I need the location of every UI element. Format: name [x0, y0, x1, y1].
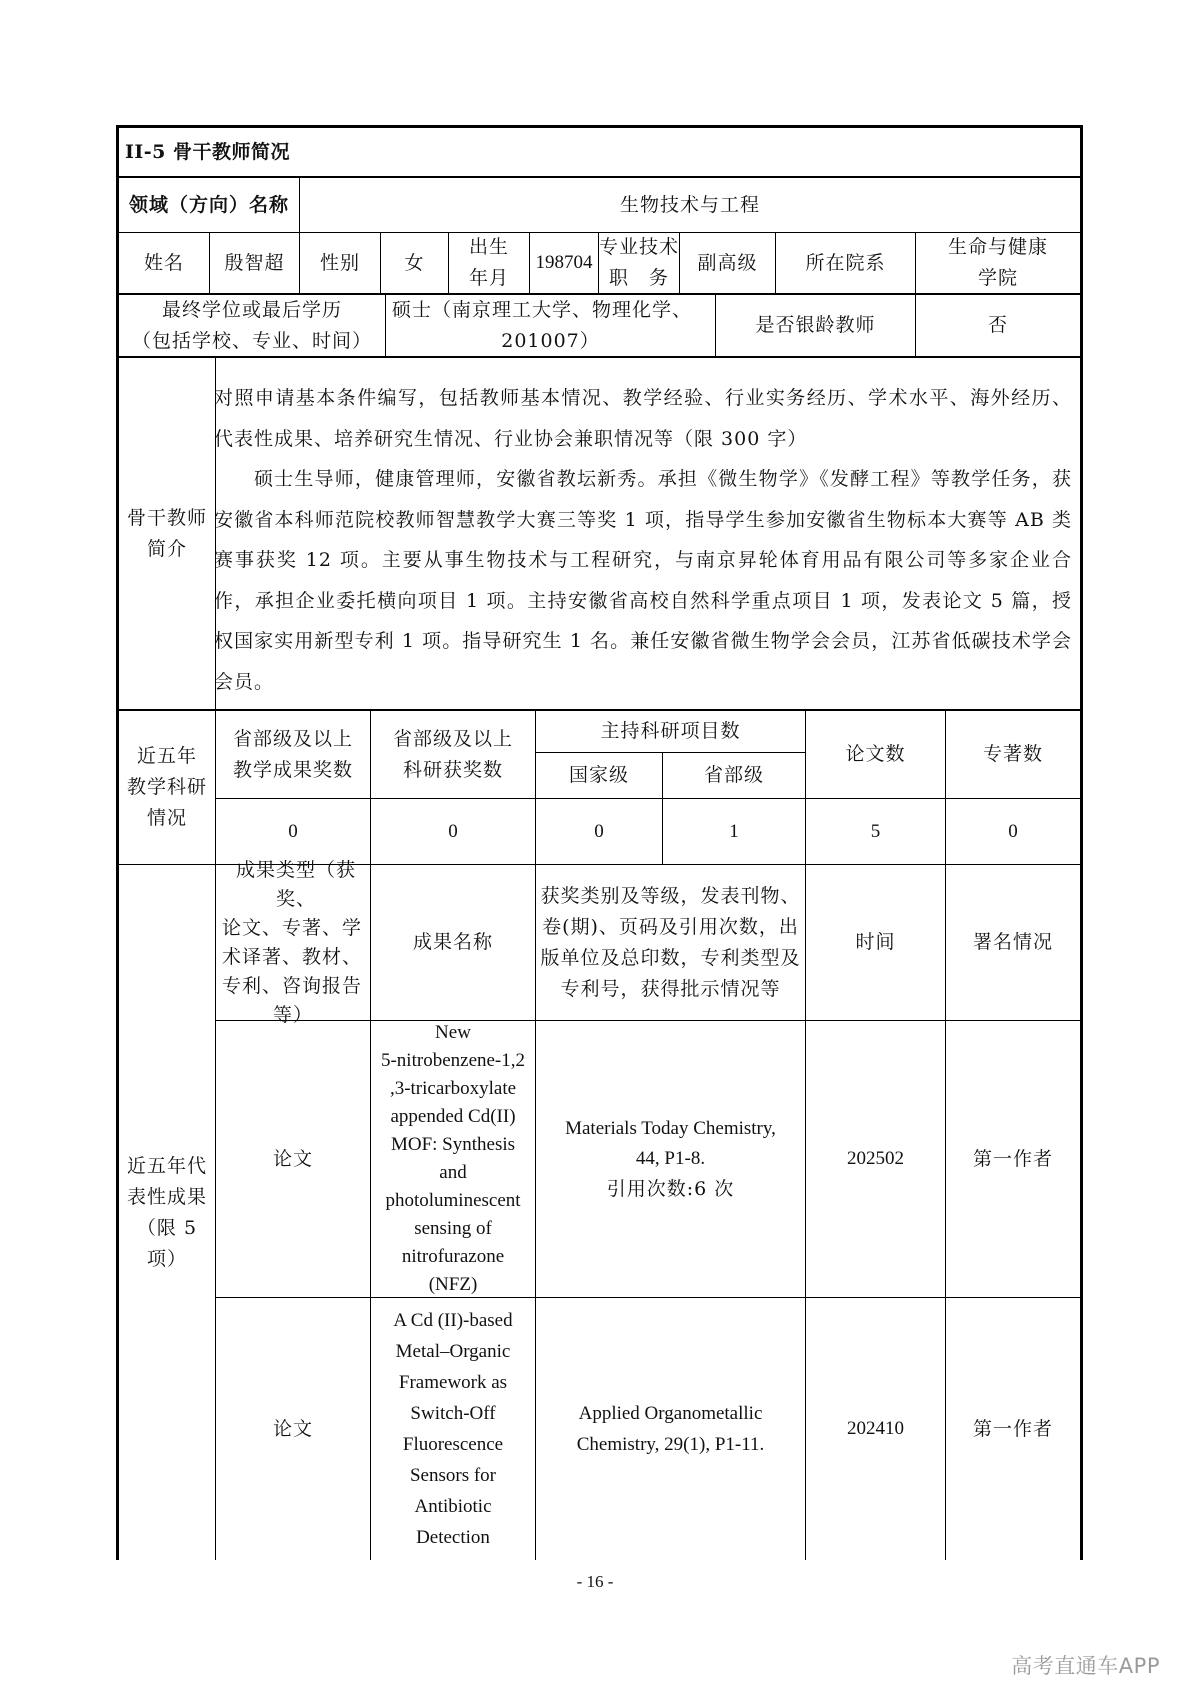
profile-instruction: 对照申请基本条件编写，包括教师基本情况、教学经验、行业实务经历、学术水平、海外经历、代表性成果、培养研究生情况、行业协会兼职情况等（限 300 字）	[214, 387, 1072, 450]
silver-label: 是否银龄教师	[755, 314, 876, 336]
header-line: 论文、专著、学	[222, 916, 363, 939]
row2-name	[371, 1298, 535, 1560]
header-research-awards	[371, 711, 535, 798]
header-line: 省部级及以上	[392, 727, 513, 750]
header-teaching-awards	[216, 711, 370, 798]
header-line: 等）	[272, 1003, 313, 1026]
name-label: 姓名	[143, 251, 184, 274]
row1-author: 第一作者	[972, 1147, 1053, 1170]
header-author: 署名情况	[972, 931, 1053, 953]
stats-label-line: 情况	[146, 807, 187, 829]
header-line: 专利、咨询报告	[222, 974, 363, 997]
achievements-label-line: 表性成果	[126, 1185, 207, 1208]
header-line: 专利号，获得批示情况等	[560, 977, 781, 1000]
name-line: ,3-tricarboxylate	[389, 1078, 517, 1099]
birth-label	[449, 233, 529, 293]
header-books: 专著数	[982, 743, 1043, 765]
title-label	[599, 233, 679, 293]
birth-value: 198704	[535, 252, 593, 273]
header-national: 国家级	[568, 764, 629, 786]
birth-label-line: 年月	[468, 267, 509, 289]
achievements-label-line: （限 5 项）	[136, 1216, 198, 1270]
header-name: 成果名称	[412, 931, 493, 953]
name-line: Fluorescence	[402, 1434, 504, 1455]
name-line: Detection	[416, 1527, 490, 1548]
value-papers: 5	[870, 820, 881, 842]
name-line: appended Cd(II)	[390, 1106, 516, 1127]
name-line: Sensors for	[409, 1465, 497, 1486]
gender-value: 女	[404, 251, 425, 274]
title-label-line: 专业技术	[599, 236, 680, 258]
section-title: II-5 骨干教师简况	[125, 140, 290, 163]
stats-label-line: 教学科研	[126, 776, 207, 798]
row1-name	[371, 1021, 535, 1297]
form-table	[116, 125, 1083, 1560]
detail-line: 44, P1-8.	[635, 1148, 706, 1169]
field-label: 领域（方向）名称	[128, 193, 289, 216]
name-value: 殷智超	[224, 251, 285, 274]
header-line: 成果类型（获奖、	[235, 858, 356, 910]
row1-time: 202502	[847, 1148, 904, 1169]
profile-label-line: 骨干教师	[126, 506, 207, 529]
detail-line: Applied Organometallic	[578, 1403, 763, 1424]
header-time: 时间	[855, 931, 896, 953]
profile-text	[214, 378, 1072, 702]
gender-label: 性别	[319, 251, 360, 274]
title-label-line: 职 务	[608, 267, 669, 289]
header-papers: 论文数	[845, 743, 906, 765]
name-line: MOF: Synthesis	[390, 1134, 516, 1155]
dept-value-line: 生命与健康	[947, 236, 1048, 258]
value-research-awards: 0	[448, 820, 458, 842]
row2-time: 202410	[847, 1418, 904, 1439]
name-line: A Cd (II)-based	[393, 1310, 513, 1331]
name-line: Framework as	[398, 1372, 508, 1393]
name-line: 5-nitrobenzene-1,2	[380, 1050, 526, 1071]
header-type	[216, 858, 370, 1026]
degree-label	[119, 295, 385, 356]
value-provincial: 1	[729, 820, 739, 842]
header-line: 版单位及总印数，专利类型及	[540, 946, 801, 969]
profile-label	[119, 358, 215, 709]
dept-label: 所在院系	[805, 251, 886, 274]
header-line: 省部级及以上	[232, 727, 353, 750]
stats-label	[119, 711, 215, 864]
value-teaching-awards: 0	[288, 820, 298, 842]
name-line: Antibiotic	[414, 1496, 492, 1517]
name-line: photoluminescent	[385, 1190, 521, 1211]
name-line: Metal–Organic	[395, 1341, 511, 1362]
achievements-label-line: 近五年代	[126, 1154, 207, 1177]
name-line: and	[439, 1162, 467, 1183]
detail-line: Materials Today Chemistry,	[565, 1118, 776, 1139]
name-line: nitrofurazone	[401, 1246, 505, 1267]
achievements-label	[119, 865, 215, 1560]
dept-value	[916, 233, 1080, 293]
header-provincial: 省部级	[703, 764, 764, 786]
row1-detail	[536, 1021, 805, 1297]
name-line: sensing of	[414, 1218, 492, 1239]
stats-label-line: 近五年	[136, 745, 197, 767]
degree-value-line: 硕士（南京理工大学、物理化学、	[392, 298, 693, 321]
header-line: 教学成果奖数	[232, 758, 353, 781]
silver-value: 否	[987, 314, 1008, 336]
name-line: (NFZ)	[428, 1274, 478, 1295]
name-line: Switch-Off	[410, 1403, 496, 1424]
header-projects: 主持科研项目数	[600, 720, 741, 742]
title-value: 副高级	[697, 251, 758, 274]
birth-label-line: 出生	[468, 236, 509, 258]
row2-detail	[536, 1298, 805, 1560]
row1-type: 论文	[272, 1147, 313, 1170]
page-number: - 16 -	[576, 1572, 614, 1591]
degree-label-line: 最终学位或最后学历	[161, 298, 342, 321]
field-value: 生物技术与工程	[619, 193, 760, 216]
degree-value-line: 201007）	[501, 329, 600, 352]
header-line: 获奖类别及等级，发表刊物、	[540, 884, 801, 907]
dept-value-line: 学院	[977, 267, 1018, 289]
detail-line: 引用次数:6 次	[606, 1178, 735, 1200]
header-line: 术译著、教材、	[222, 945, 363, 968]
value-books: 0	[1008, 820, 1018, 842]
name-line: New	[435, 1022, 471, 1043]
watermark: 高考直通车APP	[1011, 1654, 1160, 1678]
profile-label-line: 简介	[146, 537, 187, 560]
profile-body: 硕士生导师，健康管理师，安徽省教坛新秀。承担《微生物学》《发酵工程》等教学任务，获安徽省本科师范院校教师智慧教学大赛三等奖 1 项，指导学生参加安徽省生物标本大赛等 AB 类赛事获奖 12 项。主要从事生物技术与工程研究，与南京昇轮体育用品有限公司等多家企业合作，承担企业委托横向项目 1 项。主持安徽省高校自然科学重点项目 1 项，发表论文 5 篇，授权国家实用新型专利 1 项。指导研究生 1 名。兼任安徽省微生物学会会员，江苏省低碳技术学会会员。	[214, 468, 1072, 693]
row2-author: 第一作者	[972, 1417, 1053, 1440]
row2-type: 论文	[272, 1417, 313, 1440]
value-national: 0	[594, 820, 604, 842]
header-detail	[536, 865, 805, 1020]
detail-line: Chemistry, 29(1), P1-11.	[576, 1434, 765, 1455]
header-line: 卷(期)、页码及引用次数，出	[542, 915, 799, 938]
degree-value	[386, 295, 715, 356]
header-line: 科研获奖数	[402, 758, 503, 781]
degree-label-line: （包括学校、专业、时间）	[131, 329, 372, 352]
